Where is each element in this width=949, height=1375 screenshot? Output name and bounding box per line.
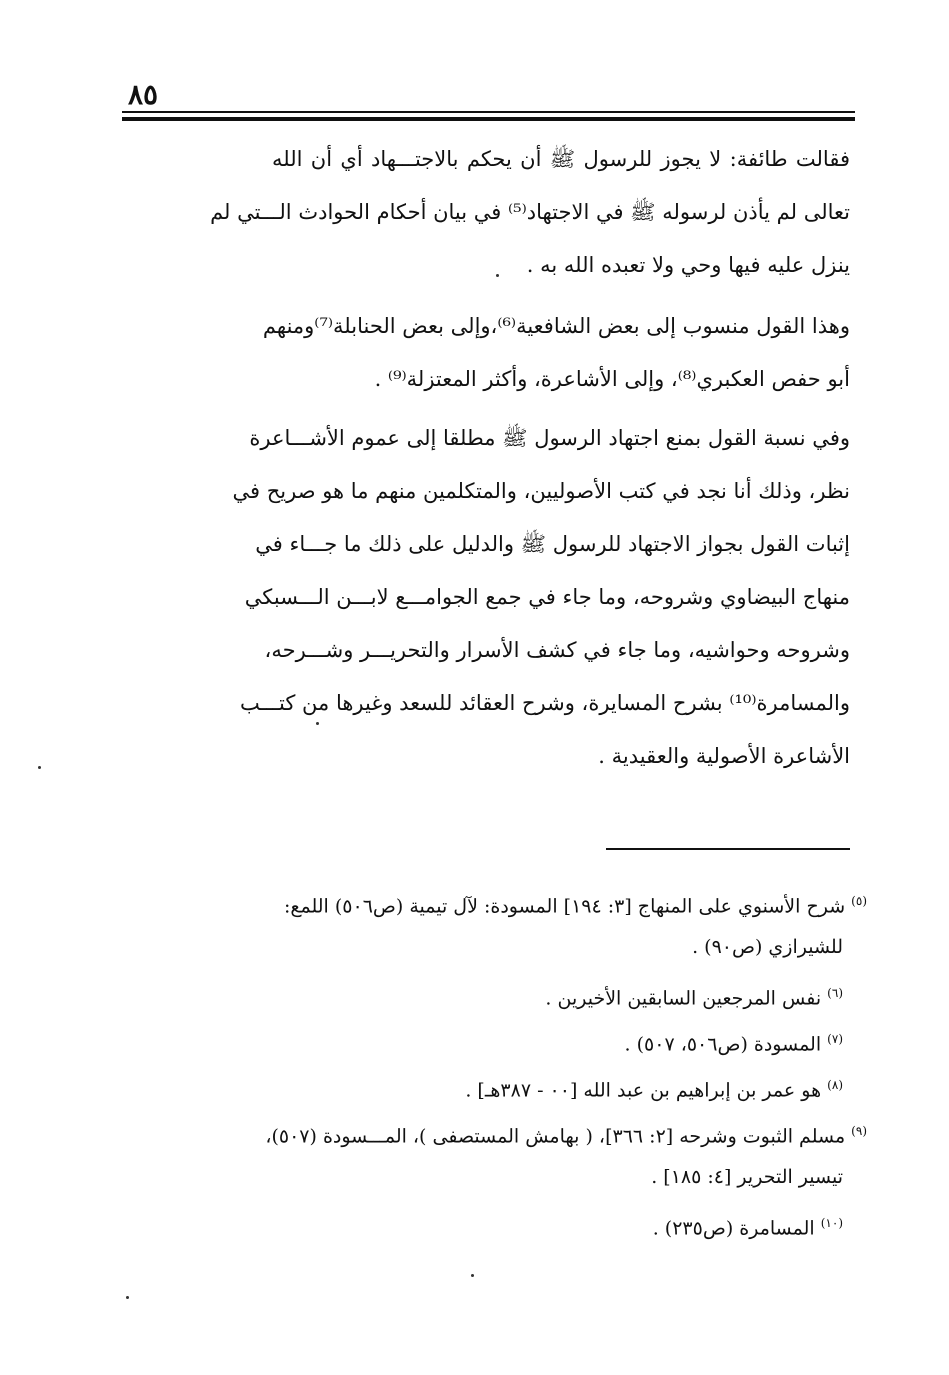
footnote-5	[262, 878, 867, 924]
paragraph-3	[232, 412, 850, 783]
paragraph-2	[262, 300, 850, 406]
header-rule-thin	[122, 111, 855, 113]
footnote-8	[262, 1062, 867, 1108]
footnote-text: مسلم الثبوت وشرحه [٢: ٣٦٦]، ( بهامش المستصفى )، المـــسودة (٥٠٧)،	[265, 1125, 846, 1148]
text-line: وهذا القول منسوب إلى بعض الشافعية⁽⁶⁾،وإلى بعض الحنابلة⁽⁷⁾ومنهم	[262, 314, 850, 338]
footnote-marker: (٥)	[851, 894, 867, 908]
footnote-9-continued	[262, 1154, 867, 1200]
text-line: أبو حفص العكبري⁽⁸⁾، وإلى الأشاعرة، وأكثر المعتزلة⁽⁹⁾ .	[374, 367, 850, 391]
text-line: نظر، وذلك أنا نجد في كتب الأصوليين، والمتكلمين منهم ما هو صريح في	[232, 479, 850, 503]
header-rule-thick	[122, 117, 855, 121]
footnote-text: المسامرة (ص٢٣٥) .	[652, 1217, 815, 1240]
footnotes	[262, 878, 867, 1246]
paragraph-gap	[272, 292, 850, 300]
footnote-marker: (٦)	[827, 986, 843, 1000]
text-line: منهاج البيضاوي وشروحه، وما جاء في جمع الجوامـــع لابـــن الـــسبكي	[244, 585, 850, 609]
footnote-text: تيسير التحرير [٤: ١٨٥] .	[651, 1166, 843, 1188]
page-number: ٨٥	[128, 78, 159, 111]
footnote-marker: (١٠)	[820, 1216, 843, 1230]
footnote-text: هو عمر بن إبراهيم بن عبد الله [٠٠ - ٣٨٧هـ] .	[465, 1079, 822, 1102]
footnote-marker: (٧)	[827, 1032, 843, 1046]
text-line: ينزل عليه فيها وحي ولا تعبده الله به .	[526, 253, 850, 277]
footnote-6	[262, 970, 867, 1016]
text-line: وفي نسبة القول بمنع اجتهاد الرسول ﷺ مطلقا إلى عموم الأشـــاعرة	[249, 426, 850, 450]
text-line: فقالت طائفة: لا يجوز للرسول ﷺ أن يحكم بالاجتـــهاد أي أن الله	[272, 147, 850, 171]
text-line: تعالى لم يأذن لرسوله ﷺ في الاجتهاد⁽⁵⁾ في بيان أحكام الحوادث الـــتي لم	[210, 200, 850, 224]
footnote-5-continued	[262, 924, 867, 970]
footnote-10	[262, 1200, 867, 1246]
text-line: الأشاعرة الأصولية والعقيدية .	[598, 744, 850, 768]
body-text	[210, 133, 850, 783]
footnote-marker: (٩)	[851, 1124, 867, 1138]
footnote-text: للشيرازي (ص٩٠) .	[692, 936, 843, 958]
paragraph-1	[210, 133, 850, 292]
text-line: والمسامرة⁽¹⁰⁾ بشرح المسايرة، وشرح العقائد للسعد وغيرها من كتـــب	[239, 691, 850, 715]
scan-speck	[496, 274, 499, 277]
scan-speck	[38, 766, 41, 769]
text-line: إثبات القول بجواز الاجتهاد للرسول ﷺ والدليل على ذلك ما جـــاء في	[255, 532, 850, 556]
footnote-marker: (٨)	[827, 1078, 843, 1092]
footnote-text: المسودة (ص٥٠٦، ٥٠٧) .	[624, 1033, 822, 1056]
footnote-7	[262, 1016, 867, 1062]
footnote-text: شرح الأسنوي على المنهاج [٣: ١٩٤] المسودة: لآل تيمية (ص٥٠٦) اللمع:	[283, 895, 846, 918]
scan-speck	[316, 722, 319, 725]
scan-speck	[126, 1296, 129, 1299]
footnote-9	[262, 1108, 867, 1154]
footnote-text: نفس المرجعين السابقين الأخيرين .	[545, 987, 822, 1010]
footnote-separator	[606, 848, 850, 850]
text-line: وشروحه وحواشيه، وما جاء في كشف الأسرار والتحريـــر وشـــرحه،	[264, 638, 850, 662]
scan-speck	[471, 1274, 474, 1277]
